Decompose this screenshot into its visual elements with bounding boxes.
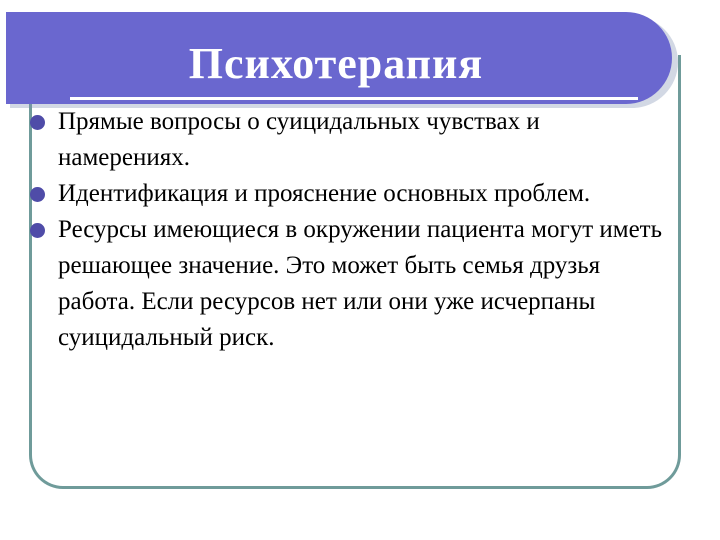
bullet-dot-icon bbox=[30, 187, 45, 202]
slide-title: Психотерапия bbox=[188, 39, 484, 88]
bullet-dot-icon bbox=[30, 115, 45, 130]
bullet-item-resources bbox=[30, 212, 676, 356]
bullet-list bbox=[30, 104, 676, 356]
bullet-text: Идентификация и прояснение основных проблем. bbox=[58, 180, 591, 207]
title-underline bbox=[70, 97, 638, 100]
bullet-item-questions bbox=[30, 104, 676, 176]
bullet-text: Ресурсы имеющиеся в окружении пациента могут иметь решающее значение. Это может быть семья друзья работа. Если ресурсов нет или они уже исчерпаны суицидальный риск. bbox=[58, 216, 662, 351]
title-banner bbox=[6, 12, 672, 104]
bullet-dot-icon bbox=[30, 223, 45, 238]
bullet-text: Прямые вопросы о суицидальных чувствах и намерениях. bbox=[58, 108, 540, 171]
bullet-item-identification bbox=[30, 176, 676, 212]
